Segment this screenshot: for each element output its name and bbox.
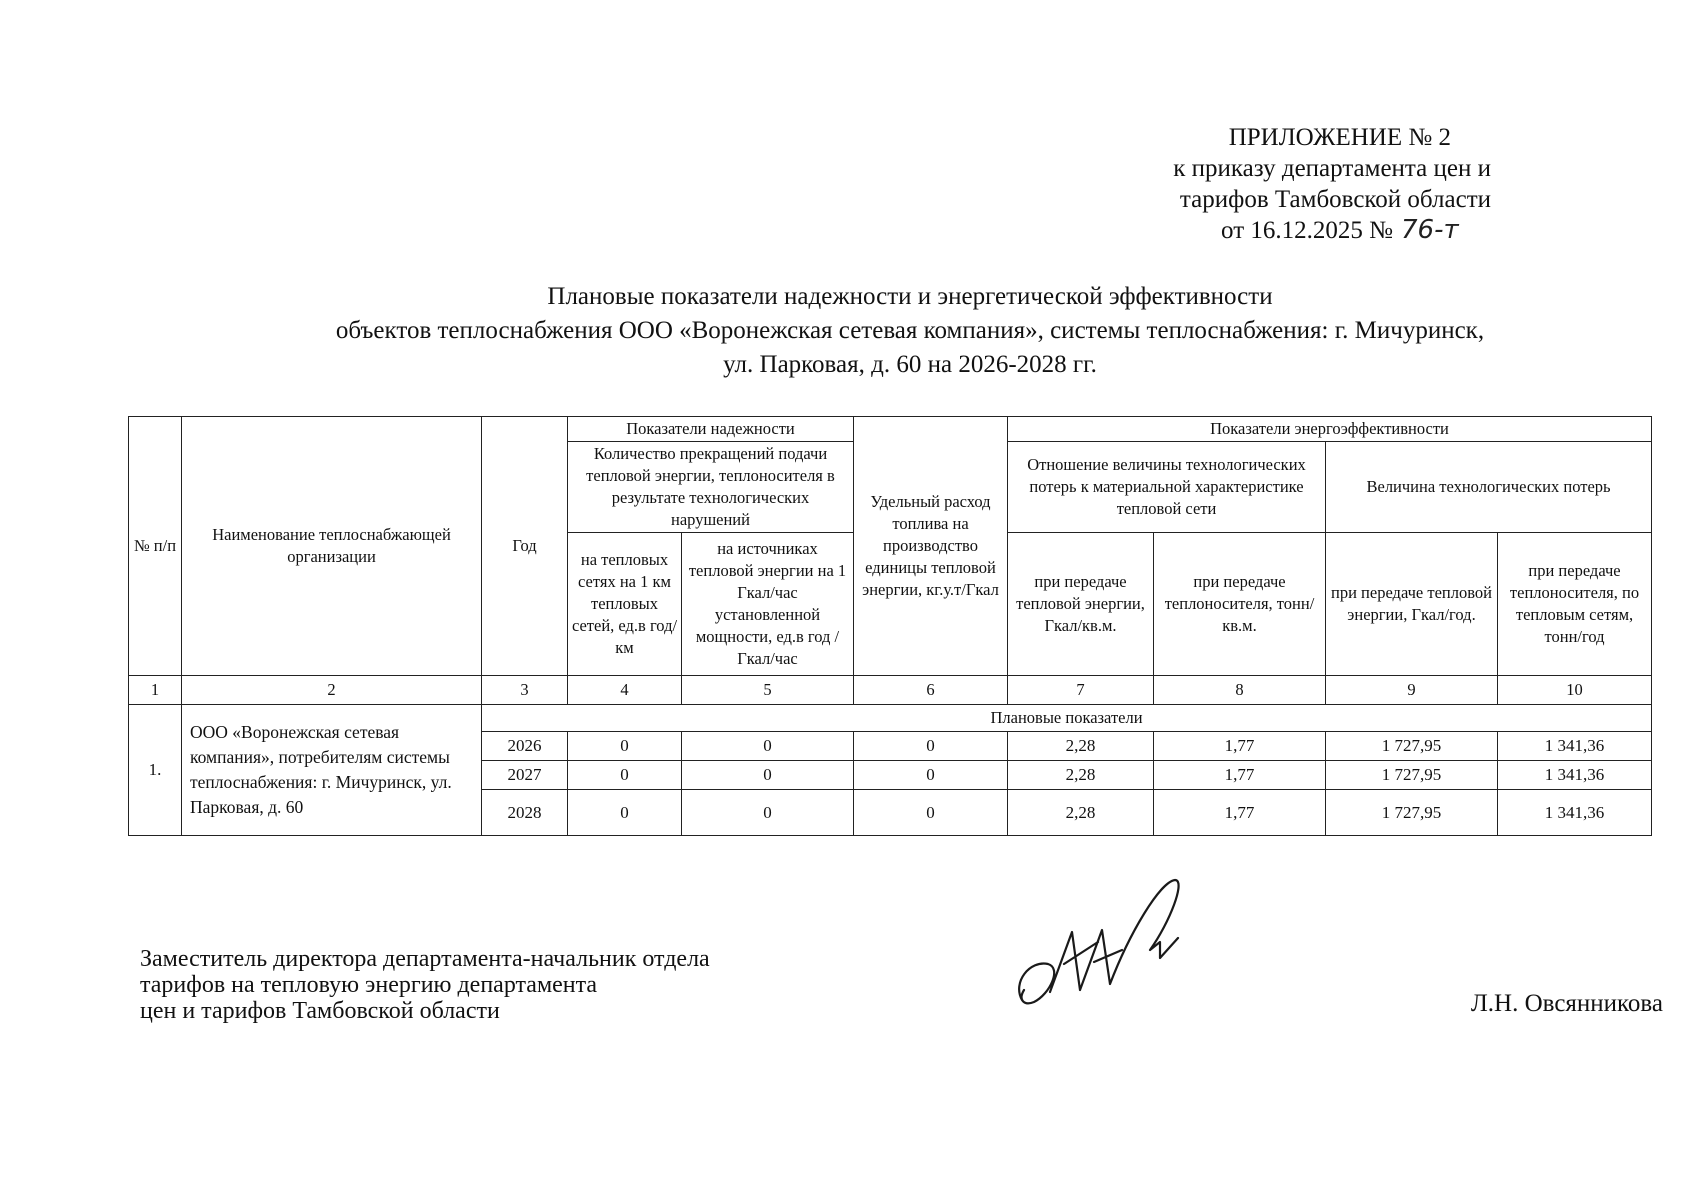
organization-cell: ООО «Воронежская сетевая компания», потребителям системы теплоснабжения: г. Мичуринск, ул. Парковая, д. 60 — [182, 705, 482, 836]
title-line-2: объектов теплоснабжения ООО «Воронежская сетевая компания», системы теплоснабжения: г. Мичуринск, — [335, 317, 1485, 344]
header-col6: Удельный расход топлива на производство единицы тепловой энергии, кг.у.т/Гкал — [854, 417, 1008, 676]
handwritten-signature — [1010, 872, 1190, 1022]
plan-label-row — [129, 705, 1652, 732]
position-line-3: цен и тарифов Тамбовской области — [140, 998, 500, 1024]
header-col10: при передаче теплоносителя, по тепловым сетям, тонн/год — [1498, 533, 1652, 676]
indicators-table — [128, 416, 1652, 836]
value-cell: 0 — [854, 761, 1008, 790]
value-cell: 0 — [568, 761, 682, 790]
plan-label: Плановые показатели — [482, 705, 1652, 732]
value-cell: 1 727,95 — [1326, 790, 1498, 836]
value-cell: 1,77 — [1154, 732, 1326, 761]
value-cell: 0 — [854, 732, 1008, 761]
signatory-name: Л.Н. Овсянникова — [1470, 990, 1663, 1017]
column-number: 8 — [1154, 676, 1326, 705]
value-cell: 1 341,36 — [1498, 732, 1652, 761]
value-cell: 2,28 — [1008, 761, 1154, 790]
column-number: 9 — [1326, 676, 1498, 705]
header-efficiency: Показатели энергоэффективности — [1008, 417, 1652, 442]
signatory-position — [140, 946, 900, 1024]
position-line-2: тарифов на тепловую энергию департамента — [140, 972, 598, 998]
value-cell: 1,77 — [1154, 790, 1326, 836]
header-col8: при передаче теплоносителя, тонн/кв.м. — [1154, 533, 1326, 676]
column-number: 10 — [1498, 676, 1652, 705]
year-cell: 2026 — [482, 732, 568, 761]
appendix-header — [971, 122, 1491, 246]
title-line-3: ул. Парковая, д. 60 на 2026-2028 гг. — [723, 351, 1097, 378]
header-num: № п/п — [129, 417, 182, 676]
value-cell: 0 — [854, 790, 1008, 836]
header-ratio: Отношение величины технологических потерь к материальной характеристике тепловой сети — [1008, 442, 1326, 533]
header-col9: при передаче тепловой энергии, Гкал/год. — [1326, 533, 1498, 676]
order-date-line — [971, 215, 1491, 246]
order-date: от 16.12.2025 № — [1221, 217, 1393, 244]
column-number: 7 — [1008, 676, 1154, 705]
value-cell: 0 — [682, 761, 854, 790]
value-cell: 0 — [568, 790, 682, 836]
column-number: 2 — [182, 676, 482, 705]
column-number: 6 — [854, 676, 1008, 705]
column-number: 5 — [682, 676, 854, 705]
year-cell: 2028 — [482, 790, 568, 836]
header-reliability: Показатели надежности — [568, 417, 854, 442]
value-cell: 0 — [682, 790, 854, 836]
document-title — [230, 280, 1590, 382]
value-cell: 2,28 — [1008, 790, 1154, 836]
value-cell: 1 727,95 — [1326, 732, 1498, 761]
column-number: 4 — [568, 676, 682, 705]
value-cell: 2,28 — [1008, 732, 1154, 761]
row-number: 1. — [129, 705, 182, 836]
title-line-1: Плановые показатели надежности и энергетической эффективности — [547, 283, 1273, 310]
value-cell: 1,77 — [1154, 761, 1326, 790]
header-col4: на тепловых сетях на 1 км тепловых сетей, ед.в год/км — [568, 533, 682, 676]
header-col5: на источниках тепловой энергии на 1 Гкал/час установленной мощности, ед.в год /Гкал/час — [682, 533, 854, 676]
appendix-title: ПРИЛОЖЕНИЕ № 2 — [1228, 124, 1451, 151]
value-cell: 1 341,36 — [1498, 761, 1652, 790]
header-col7: при передаче тепловой энергии, Гкал/кв.м. — [1008, 533, 1154, 676]
header-row-1 — [129, 417, 1652, 442]
position-line-1: Заместитель директора департамента-начальник отдела — [140, 946, 710, 972]
column-number: 3 — [482, 676, 568, 705]
header-year: Год — [482, 417, 568, 676]
year-cell: 2027 — [482, 761, 568, 790]
column-number-row — [129, 676, 1652, 705]
value-cell: 0 — [568, 732, 682, 761]
value-cell: 1 727,95 — [1326, 761, 1498, 790]
column-number: 1 — [129, 676, 182, 705]
header-interruptions: Количество прекращений подачи тепловой энергии, теплоносителя в результате технологических нарушений — [568, 442, 854, 533]
header-losses: Величина технологических потерь — [1326, 442, 1652, 533]
header-org: Наименование теплоснабжающей организации — [182, 417, 482, 676]
value-cell: 1 341,36 — [1498, 790, 1652, 836]
order-number: 76-т — [1401, 215, 1459, 245]
value-cell: 0 — [682, 732, 854, 761]
appendix-line-1: к приказу департамента цен и — [1173, 155, 1491, 182]
appendix-line-2: тарифов Тамбовской области — [1179, 186, 1491, 213]
